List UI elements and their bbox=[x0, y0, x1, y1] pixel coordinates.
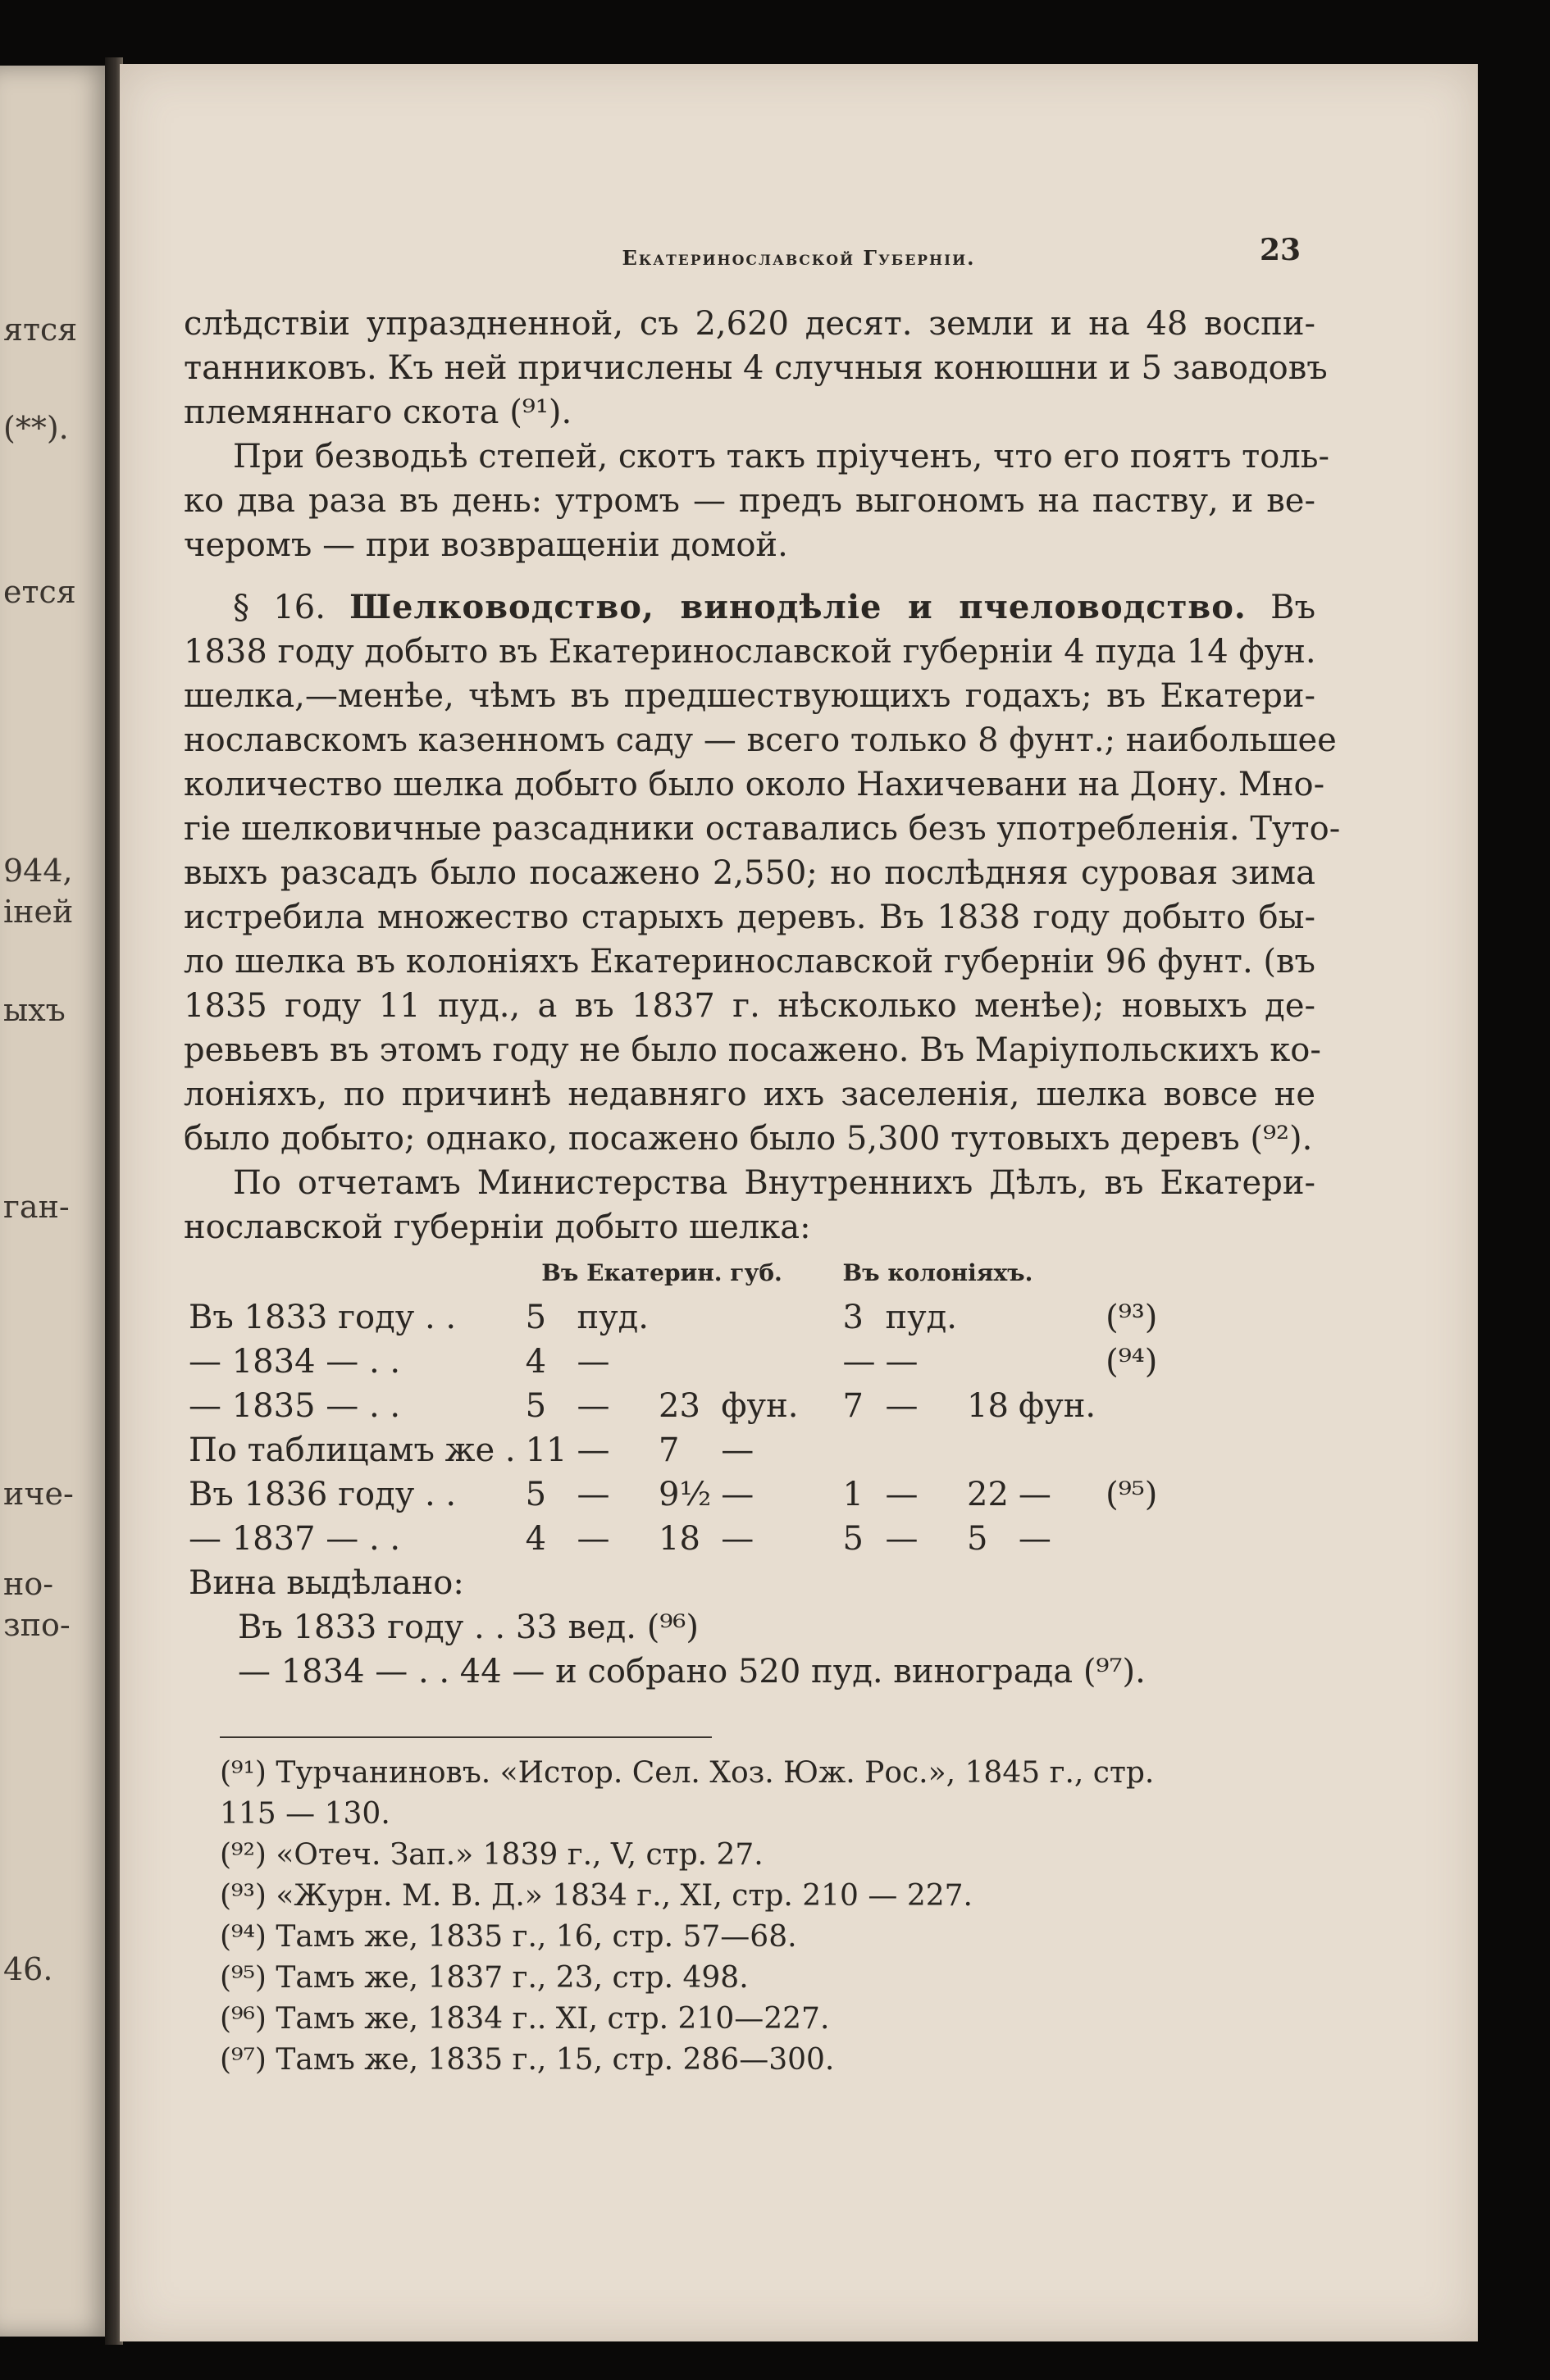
prev-page-fragment: ыхъ bbox=[3, 992, 66, 1028]
row-label: Въ 1836 году . . bbox=[189, 1476, 457, 1513]
cell: 5 bbox=[842, 1520, 864, 1558]
text-line: По отчетамъ Министерства Внутреннихъ Дѣлъ, въ Екатери- bbox=[233, 1164, 1315, 1202]
section-title: Шелководство, винодѣліе и пчеловодство. bbox=[349, 588, 1247, 626]
text-line: ло шелка въ колоніяхъ Екатеринославской губерніи 96 фунт. (въ bbox=[184, 943, 1315, 981]
cell bbox=[962, 1428, 1014, 1472]
cell: — bbox=[885, 1520, 919, 1558]
footnote: (⁹⁴) Тамъ же, 1835 г., 16, стр. 57—68. bbox=[220, 1920, 797, 1954]
cell bbox=[880, 1428, 962, 1472]
cell: 9½ bbox=[659, 1476, 712, 1513]
cell bbox=[716, 1340, 803, 1384]
prev-page-fragment: 46. bbox=[3, 1951, 53, 1987]
footnote: (⁹³) «Журн. М. В. Д.» 1834 г., XI, стр. 210 — 227. bbox=[220, 1879, 973, 1913]
text-line: 1835 году 11 пуд., а въ 1837 г. нѣсколько менѣе); новыхъ де- bbox=[184, 987, 1315, 1025]
cell: 3 bbox=[842, 1299, 864, 1336]
cell: — bbox=[721, 1476, 754, 1513]
wine-line: Въ 1833 году . . 33 вед. (⁹⁶) bbox=[238, 1609, 699, 1646]
cell: 4 bbox=[525, 1343, 547, 1381]
text-line: ко два раза въ день: утромъ — предъ выгономъ на паству, и ве- bbox=[184, 482, 1315, 520]
prev-page-fragment: іней bbox=[3, 894, 74, 930]
section-lead: Въ bbox=[1270, 589, 1316, 626]
row-label: — 1835 — . . bbox=[189, 1387, 401, 1425]
footnotes bbox=[220, 1753, 1368, 2081]
cell: пуд. bbox=[885, 1299, 957, 1336]
text-line: черомъ — при возвращеніи домой. bbox=[184, 526, 788, 564]
column-heading: Въ колоніяхъ. bbox=[842, 1259, 1033, 1286]
text-line: шелка,—менѣе, чѣмъ въ предшествующихъ годахъ; въ Екатери- bbox=[184, 677, 1315, 715]
cell: 5 bbox=[967, 1520, 988, 1558]
row-label: — 1834 — . . bbox=[189, 1343, 401, 1381]
footnote-ref: (⁹⁵) bbox=[1106, 1476, 1158, 1513]
section-number: § 16. bbox=[233, 589, 326, 626]
text-line: танниковъ. Къ ней причислены 4 случныя конюшни и 5 заводовъ bbox=[184, 349, 1328, 387]
cell bbox=[1014, 1428, 1101, 1472]
cell bbox=[716, 1295, 803, 1340]
footnote-ref bbox=[1101, 1517, 1162, 1561]
cell: 18 bbox=[659, 1520, 700, 1558]
text-line: При безводьѣ степей, скотъ такъ пріученъ, что его поятъ толь- bbox=[233, 438, 1330, 476]
cell bbox=[1014, 1340, 1101, 1384]
cell: 18 bbox=[967, 1387, 1009, 1425]
prev-page-fragment: (**). bbox=[3, 410, 69, 446]
text-line: количество шелка добыто было около Нахичевани на Дону. Мно- bbox=[184, 766, 1325, 803]
cell: 5 bbox=[525, 1476, 547, 1513]
cell bbox=[654, 1340, 716, 1384]
prev-page-fragment: иче- bbox=[3, 1476, 74, 1512]
cell: — bbox=[577, 1520, 610, 1558]
footnote-ref: (⁹⁴) bbox=[1106, 1343, 1158, 1381]
cell: пуд. bbox=[577, 1299, 650, 1336]
text-line: выхъ разсадъ было посажено 2,550; но послѣдняя суровая зима bbox=[184, 854, 1315, 892]
wine-line: — 1834 — . . 44 — и собрано 520 пуд. винограда (⁹⁷). bbox=[238, 1653, 1146, 1691]
text-line: нославской губерніи добыто шелка: bbox=[184, 1208, 811, 1246]
table-header-row bbox=[184, 1251, 1162, 1295]
book-page bbox=[120, 64, 1478, 2341]
cell: — bbox=[885, 1343, 919, 1381]
previous-page-edge bbox=[0, 66, 115, 2337]
cell: фун. bbox=[1018, 1387, 1096, 1425]
cell: фун. bbox=[721, 1387, 799, 1425]
prev-page-fragment: зпо- bbox=[3, 1607, 71, 1643]
prev-page-fragment: ган- bbox=[3, 1189, 70, 1225]
cell: — bbox=[577, 1476, 610, 1513]
text-line: 1838 году добыто въ Екатеринославской губерніи 4 пуда 14 фун. bbox=[184, 633, 1316, 671]
cell: 5 bbox=[525, 1299, 547, 1336]
table-row bbox=[184, 1517, 1162, 1561]
wine-title: Вина выдѣлано: bbox=[189, 1564, 464, 1602]
running-title: Екатеринославской Губерніи. bbox=[622, 246, 976, 270]
footnote: (⁹⁵) Тамъ же, 1837 г., 23, стр. 498. bbox=[220, 1961, 749, 1995]
cell bbox=[654, 1295, 716, 1340]
cell: — bbox=[577, 1431, 610, 1469]
cell: 23 bbox=[659, 1387, 700, 1425]
paragraph-1 bbox=[184, 302, 1328, 435]
cell bbox=[962, 1295, 1014, 1340]
text-line: гіе шелковичные разсадники оставались безъ употребленія. Туто- bbox=[184, 810, 1341, 848]
cell: — bbox=[842, 1343, 876, 1381]
footnote-ref: (⁹³) bbox=[1106, 1299, 1158, 1336]
section-16 bbox=[184, 585, 1341, 1161]
cell: — bbox=[577, 1387, 610, 1425]
cell: 11 bbox=[525, 1431, 568, 1469]
cell: — bbox=[1018, 1476, 1051, 1513]
text-line: слѣдствіи упраздненной, съ 2,620 десят. земли и на 48 воспи- bbox=[184, 305, 1315, 343]
cell bbox=[1014, 1295, 1101, 1340]
cell: 4 bbox=[525, 1520, 547, 1558]
cell bbox=[837, 1428, 880, 1472]
wine-block bbox=[189, 1561, 1315, 1694]
footnote-ref bbox=[1101, 1428, 1162, 1472]
page-number: 23 bbox=[1260, 233, 1302, 267]
table-row bbox=[184, 1472, 1162, 1517]
silk-table bbox=[184, 1251, 1162, 1561]
cell: 1 bbox=[842, 1476, 864, 1513]
footnote: (⁹¹) Турчаниновъ. «Истор. Сел. Хоз. Юж. Рос.», 1845 г., стр. bbox=[220, 1756, 1155, 1790]
table-row bbox=[184, 1295, 1162, 1340]
prev-page-fragment: 944, bbox=[3, 853, 73, 889]
cell: — bbox=[721, 1431, 754, 1469]
cell: — bbox=[1018, 1520, 1051, 1558]
cell: 5 bbox=[525, 1387, 547, 1425]
cell bbox=[962, 1340, 1014, 1384]
row-label: — 1837 — . . bbox=[189, 1520, 401, 1558]
footnote-ref bbox=[1101, 1384, 1162, 1428]
footnote-divider bbox=[220, 1736, 712, 1738]
cell: 7 bbox=[842, 1387, 864, 1425]
text-line: истребила множество старыхъ деревъ. Въ 1838 году добыто бы- bbox=[184, 899, 1315, 936]
cell: — bbox=[721, 1520, 754, 1558]
cell: 22 bbox=[967, 1476, 1009, 1513]
footnote: (⁹⁷) Тамъ же, 1835 г., 15, стр. 286—300. bbox=[220, 2043, 835, 2077]
cell: — bbox=[577, 1343, 610, 1381]
table-row bbox=[184, 1384, 1162, 1428]
cell: — bbox=[885, 1387, 919, 1425]
text-line: лоніяхъ, по причинѣ недавняго ихъ заселенія, шелка вовсе не bbox=[184, 1076, 1315, 1113]
prev-page-fragment: но- bbox=[3, 1566, 54, 1602]
row-label: Въ 1833 году . . bbox=[189, 1299, 457, 1336]
text-line: ревьевъ въ этомъ году не было посажено. Въ Маріупольскихъ ко- bbox=[184, 1031, 1321, 1069]
prev-page-fragment: ется bbox=[3, 574, 76, 610]
text-line: племяннаго скота (⁹¹). bbox=[184, 394, 572, 431]
paragraph-2 bbox=[184, 435, 1330, 567]
cell: 7 bbox=[659, 1431, 680, 1469]
column-heading: Въ Екатерин. губ. bbox=[541, 1259, 782, 1286]
prev-page-fragment: ятся bbox=[3, 312, 78, 348]
footnote: 115 — 130. bbox=[220, 1797, 390, 1831]
cell: — bbox=[885, 1476, 919, 1513]
row-label: По таблицамъ же . bbox=[189, 1431, 516, 1469]
table-row bbox=[184, 1428, 1162, 1472]
text-line: нославскомъ казенномъ саду — всего только 8 фунт.; наибольшее bbox=[184, 721, 1337, 759]
footnote: (⁹²) «Отеч. Зап.» 1839 г., V, стр. 27. bbox=[220, 1838, 764, 1872]
paragraph-4 bbox=[184, 1161, 1315, 1249]
footnote: (⁹⁶) Тамъ же, 1834 г.. XI, стр. 210—227. bbox=[220, 2002, 830, 2036]
text-line: было добыто; однако, посажено было 5,300 тутовыхъ деревъ (⁹²). bbox=[184, 1120, 1313, 1158]
section-heading-line bbox=[184, 585, 1315, 630]
table-row bbox=[184, 1340, 1162, 1384]
page-body bbox=[184, 302, 1341, 1694]
